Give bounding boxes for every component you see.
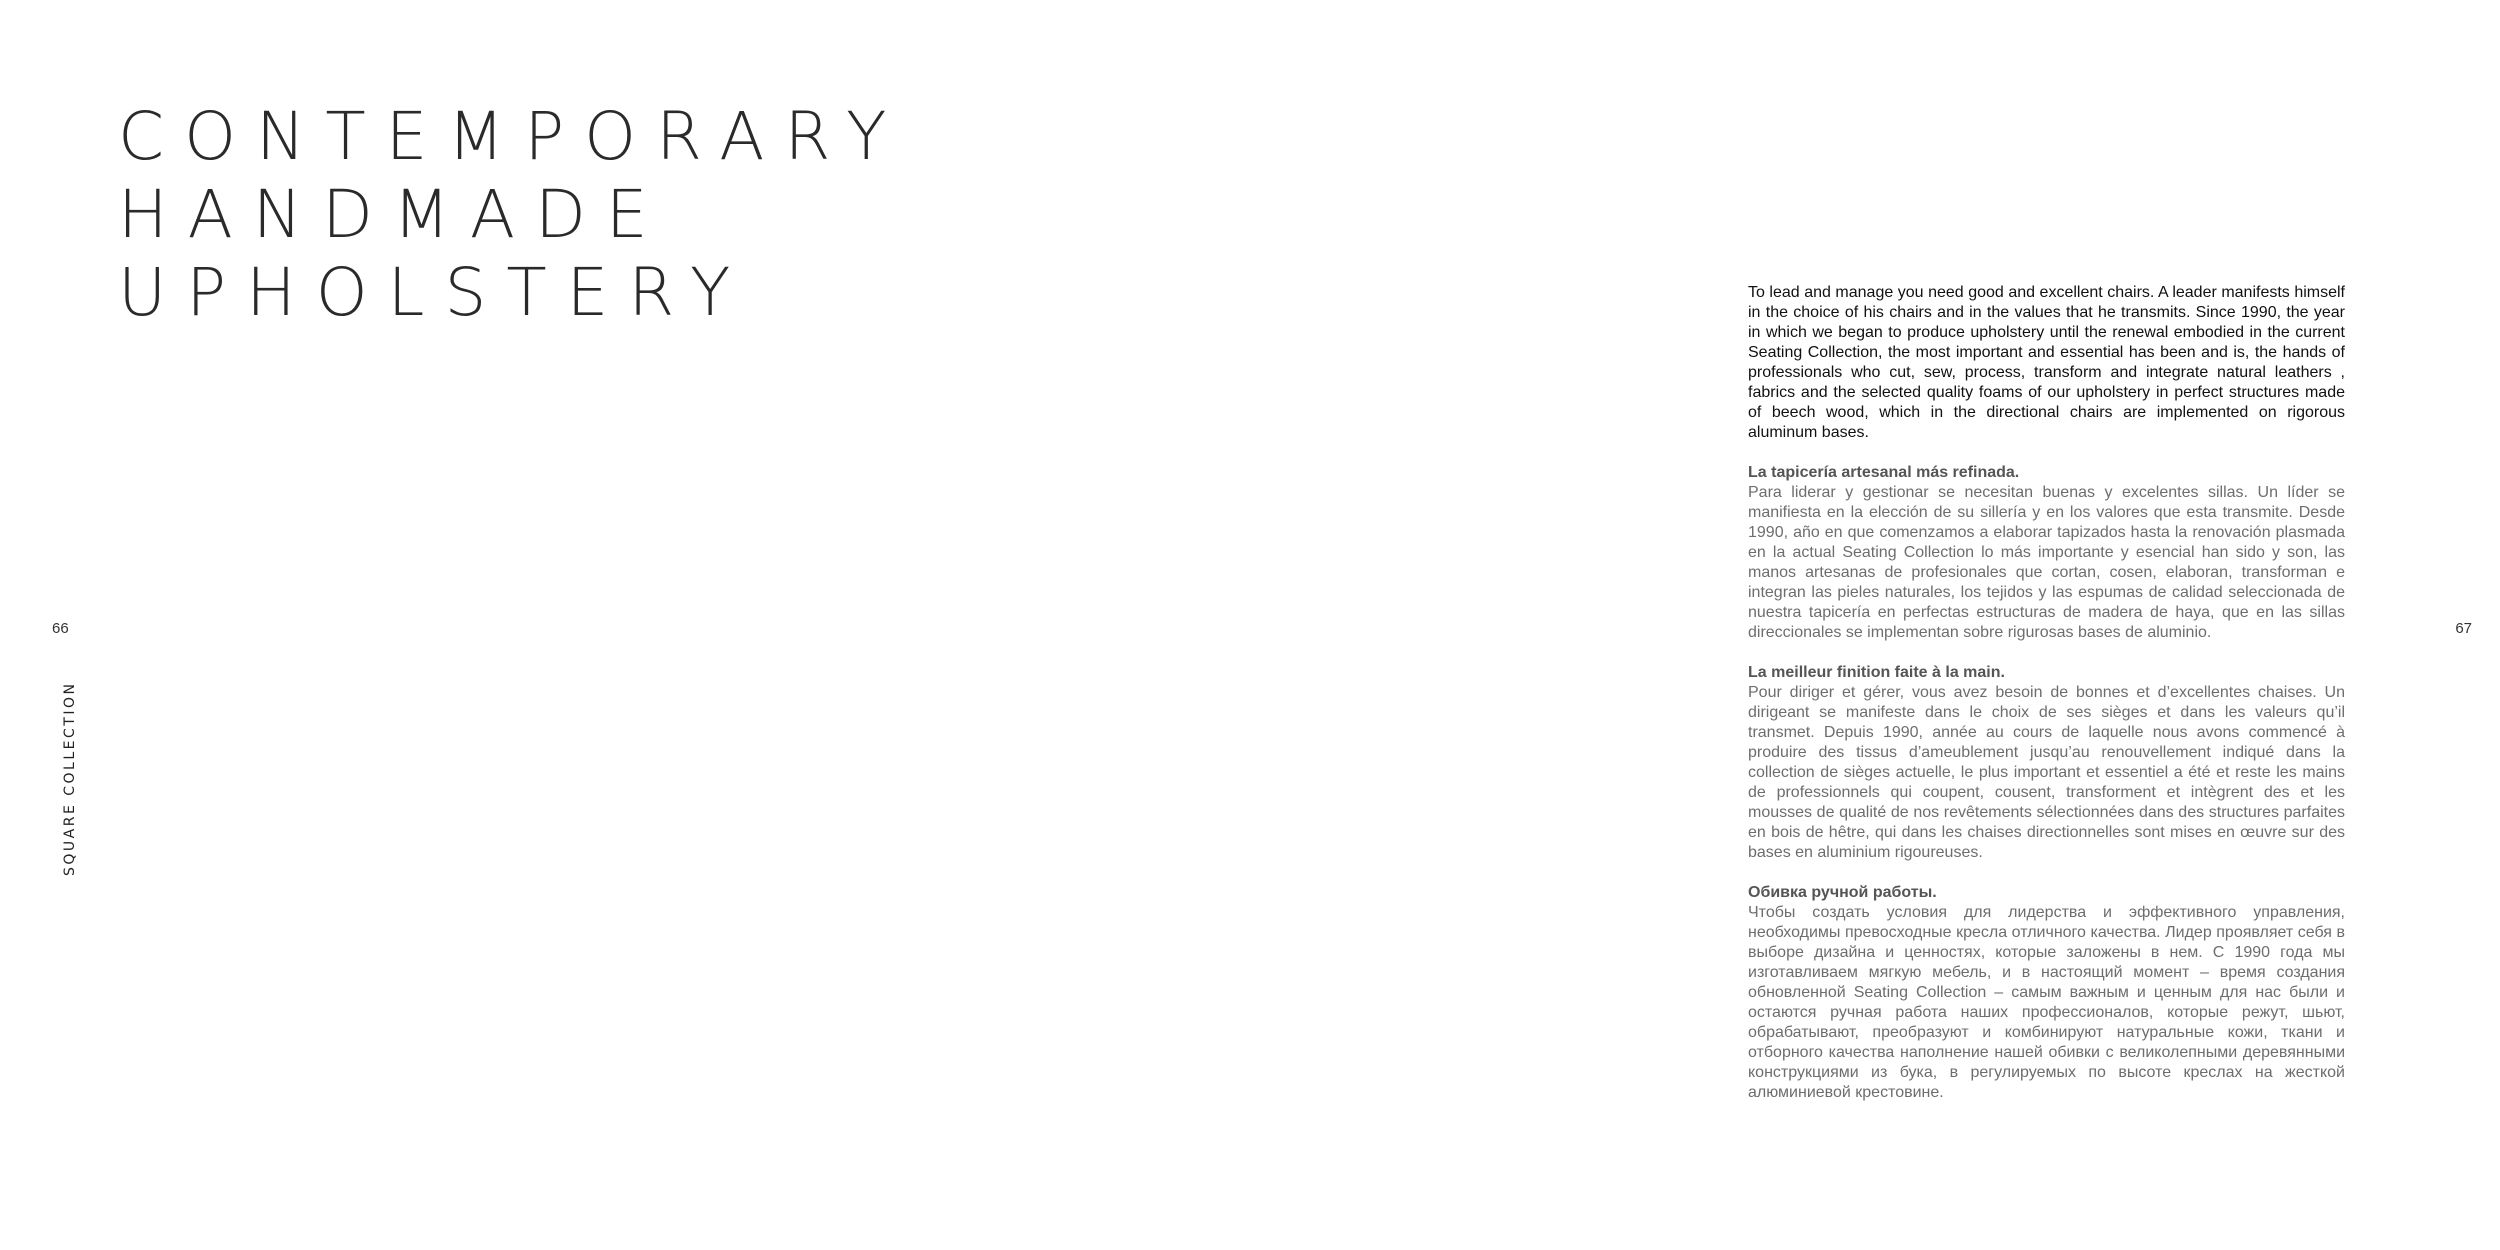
title-line-1: CONTEMPORARY (118, 98, 907, 175)
page-number-left: 66 (52, 620, 69, 637)
page-number-right: 67 (2455, 620, 2472, 637)
text-block-english (1748, 283, 2345, 443)
text-block-french (1748, 663, 2345, 863)
spanish-body: Para liderar y gestionar se necesitan buenas y excelentes sillas. Un líder se manifiesta en la elección de su sillería y en los valores que esta transmite. Desde 1990, año en que comenzamos a elaborar tapizados hasta la renovación plasmada en la actual Seating Collection lo más importante y esencial han sido y son, las manos artesanas de profesionales que cortan, cosen, elaboran, transforman e integran las pieles naturales, los tejidos y las espumas de calidad seleccionada de nuestra tapicería en perfectas estructuras de madera de haya, que en las sillas direccionales se implementan sobre rigurosas bases de aluminio. (1748, 484, 2345, 641)
title-line-2: HANDMADE (118, 176, 668, 253)
page-title (118, 98, 906, 332)
text-column (1748, 283, 2345, 1123)
russian-heading: Обивка ручной работы. (1748, 884, 1937, 901)
english-body: To lead and manage you need good and excellent chairs. A leader manifests himself in the choice of his chairs and in the values that he transmits. Since 1990, the year in which we began to produce upholstery until the renewal embodied in the current Seating Collection, the most important and essential has been and is, the hands of professionals who cut, sew, process, transform and integrate natural leathers , fabrics and the selected quality foams of our upholstery in perfect structures made of beech wood, which in the directional chairs are implemented on rigorous aluminum bases. (1748, 284, 2345, 441)
russian-body: Чтобы создать условия для лидерства и эффективного управления, необходимы превосходные кресла отличного качества. Лидер проявляет себя в выборе дизайна и ценностях, которые заложены в нем. С 1990 года мы изготавливаем мягкую мебель, и в настоящий момент – время создания обновленной Seating Collection – самым важным и ценным для нас были и остаются ручная работа наших профессионалов, которые режут, шьют, обрабатывают, преобразуют и комбинируют натуральные кожи, ткани и отборного качества наполнение нашей обивки с великолепными деревянными конструкциями из бука, в регулируемых по высоте креслах на жесткой алюминиевой крестовине. (1748, 904, 2345, 1101)
text-block-spanish (1748, 463, 2345, 643)
title-line-3: UPHOLSTERY (118, 254, 751, 331)
french-heading: La meilleur finition faite à la main. (1748, 664, 2005, 681)
french-body: Pour diriger et gérer, vous avez besoin de bonnes et d’excellentes chaises. Un dirigeant se manifeste dans le choix de ses sièges et dans les valeurs qu’il transmet. Depuis 1990, année au cours de laquelle nous avons commencé à produire des tissus d’ameublement jusqu’au renouvellement indiqué dans la collection de sièges actuelle, le plus important et essentiel a été et reste les mains de professionnels qui coupent, cousent, transforment et intègrent des et les mousses de qualité de nos revêtements sélectionnées dans des structures parfaites en bois de hêtre, qui dans les chaises directionnelles sont mises en œuvre sur des bases en aluminium rigoureuses. (1748, 684, 2345, 861)
text-block-russian (1748, 883, 2345, 1103)
spanish-heading: La tapicería artesanal más refinada. (1748, 464, 2020, 481)
collection-side-label: SQUARE COLLECTION (62, 681, 78, 876)
